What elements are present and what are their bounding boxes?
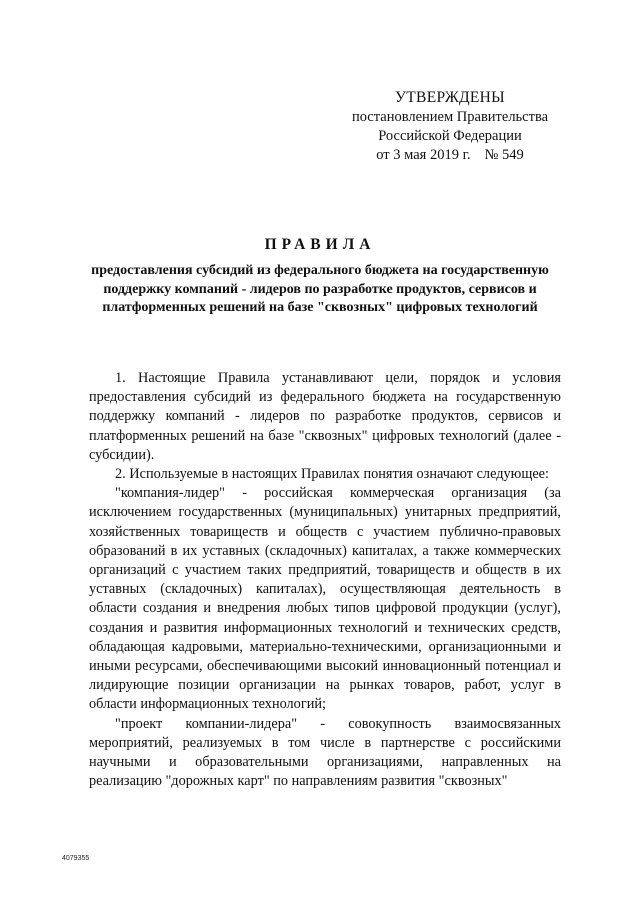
approval-number: № 549	[484, 147, 524, 163]
paragraph-2: 2. Используемые в настоящих Правилах понятия означают следующее:	[115, 466, 550, 483]
document-subtitle: предоставления субсидий из федерального бюджета на государственную поддержку компаний - лидеров по разработке продуктов, сервисов и платформенных решений на базе "сквозных" цифровых технологий	[91, 263, 549, 315]
document-code: 4079355	[62, 855, 90, 862]
paragraph-4: "проект компании-лидера" - совокупность взаимосвязанных мероприятий, реализуемых в том числе в партнерстве с российскими научными и образовательными организациями, направленных на реализацию "дорожных карт" по направлениям развития "сквозных"	[89, 715, 561, 790]
approved-label: УТВЕРЖДЕНЫ	[395, 89, 505, 106]
paragraph-3: "компания-лидер" - российская коммерческая организация (за исключением государственных (муниципальных) унитарных предприятий, хозяйственных товариществ и обществ с участием публично-правовых образований в их уставных (складочных) капиталах, а также коммерческих организаций с участием таких предприятий, товариществ и обществ в их уставных (складочных) капиталах), осуществляющая деятельность в области создания и внедрения любых типов цифровой продукции (услуг), создания и развития информационных технологий и технических средств, обладающая кадровыми, материально-техническими, организационными и иными ресурсами, обеспечивающими высокий инновационный потенциал и лидирующие позиции организации на рынках товаров, работ, услуг в области информационных технологий;	[89, 485, 561, 713]
approval-line-resolution: постановлением Правительства	[351, 109, 549, 125]
approval-stamp	[330, 88, 570, 165]
document-body	[89, 369, 561, 791]
paragraph-1: 1. Настоящие Правила устанавливают цели, порядок и условия предоставления субсидий из федерального бюджета на государственную поддержку компаний - лидеров по разработке продуктов, сервисов и платформенных решений на базе "сквозных" цифровых технологий (далее - субсидии).	[89, 370, 561, 463]
approval-date: от 3 мая 2019 г.	[376, 147, 471, 163]
document-title: ПРАВИЛА	[264, 236, 376, 253]
approval-line-government: Российской Федерации	[378, 128, 522, 144]
approval-date-line	[330, 146, 570, 165]
